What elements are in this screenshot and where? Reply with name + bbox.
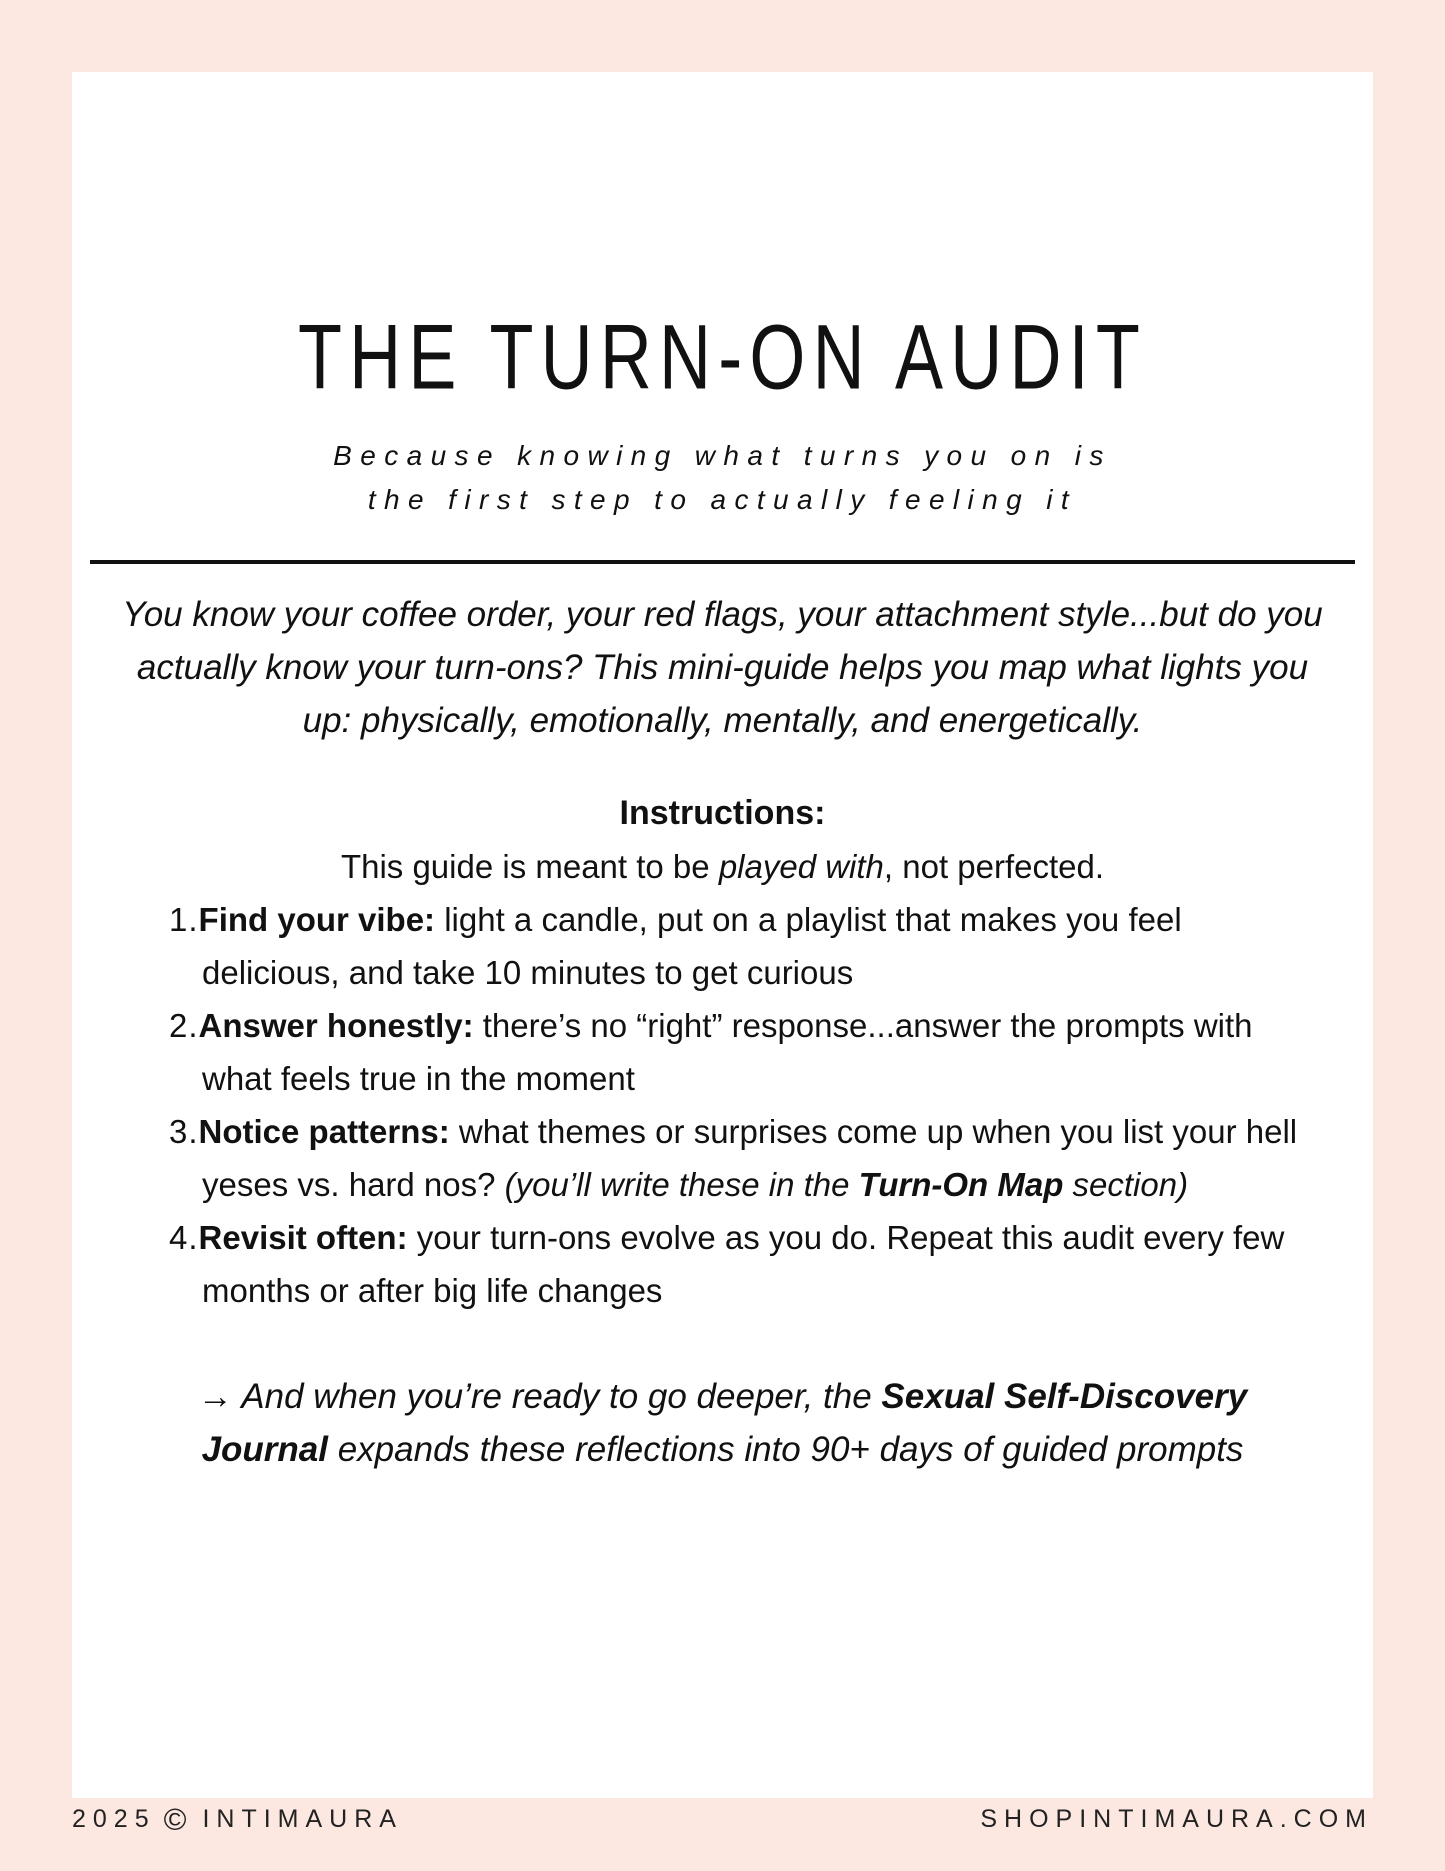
- lead-text-pre: This guide is meant to be: [340, 848, 719, 885]
- subtitle-line-2: the first step to actually feeling it: [367, 484, 1078, 515]
- list-item-text: what themes or surprises come up when you list your hell yeses vs. hard nos?: [202, 1113, 1298, 1203]
- instructions-lead: [72, 840, 1373, 893]
- subtitle: [72, 434, 1373, 522]
- list-item-number: 3.: [169, 1113, 199, 1150]
- list-item-note-post: section): [1063, 1166, 1189, 1203]
- list-item: [169, 1211, 1318, 1317]
- page-title: THE TURN-ON AUDIT: [297, 306, 1148, 410]
- lead-text-emphasis: played with: [718, 848, 884, 885]
- list-item: [169, 893, 1318, 999]
- footer-copyright: [72, 1804, 403, 1835]
- divider-rule: [90, 560, 1355, 564]
- list-item: [169, 1105, 1318, 1211]
- list-item-label: Notice patterns:: [198, 1113, 450, 1150]
- subtitle-line-1: Because knowing what turns you on is: [333, 440, 1112, 471]
- arrow-icon: →: [197, 1377, 233, 1416]
- list-item-text: your turn-ons evolve as you do. Repeat this audit every few months or after big life changes: [202, 1219, 1285, 1309]
- list-item-text: light a candle, put on a playlist that makes you feel delicious, and take 10 minutes to get curious: [202, 901, 1182, 991]
- cta-text-pre: And when you’re ready to go deeper, the: [232, 1377, 882, 1416]
- list-item-number: 4.: [169, 1219, 199, 1256]
- list-item: [169, 999, 1318, 1105]
- lead-text-post: , not perfected.: [883, 848, 1105, 885]
- footer-brand: INTIMAURA: [202, 1805, 403, 1833]
- copyright-icon: ©: [163, 1802, 187, 1837]
- list-item-note-pre: (you’ll write these in the: [504, 1166, 859, 1203]
- list-item-label: Revisit often:: [198, 1219, 408, 1256]
- footer: [72, 1804, 1373, 1835]
- document-card: [72, 72, 1373, 1798]
- list-item-text: there’s no “right” response...answer the prompts with what feels true in the moment: [202, 1007, 1253, 1097]
- instructions-list: [169, 893, 1318, 1317]
- footer-website: SHOPINTIMAURA.COM: [980, 1805, 1373, 1833]
- cta-paragraph: [132, 1370, 1313, 1476]
- list-item-number: 1.: [169, 901, 199, 938]
- list-item-label: Find your vibe:: [198, 901, 436, 938]
- list-item-note-bold: Turn-On Map: [858, 1166, 1064, 1203]
- instructions-heading: Instructions:: [619, 794, 826, 832]
- footer-year: 2025: [72, 1805, 156, 1833]
- list-item-label: Answer honestly:: [198, 1007, 474, 1044]
- list-item-number: 2.: [169, 1007, 199, 1044]
- cta-journal-name: Sexual Self-Discovery Journal: [201, 1377, 1248, 1469]
- cta-text-post: expands these reflections into 90+ days of guided prompts: [327, 1430, 1244, 1469]
- intro-paragraph: You know your coffee order, your red flags, your attachment style...but do you actually know your turn-ons? This mini-guide helps you map what lights you up: physically, emotionally, mentally, and energetically.: [122, 595, 1323, 740]
